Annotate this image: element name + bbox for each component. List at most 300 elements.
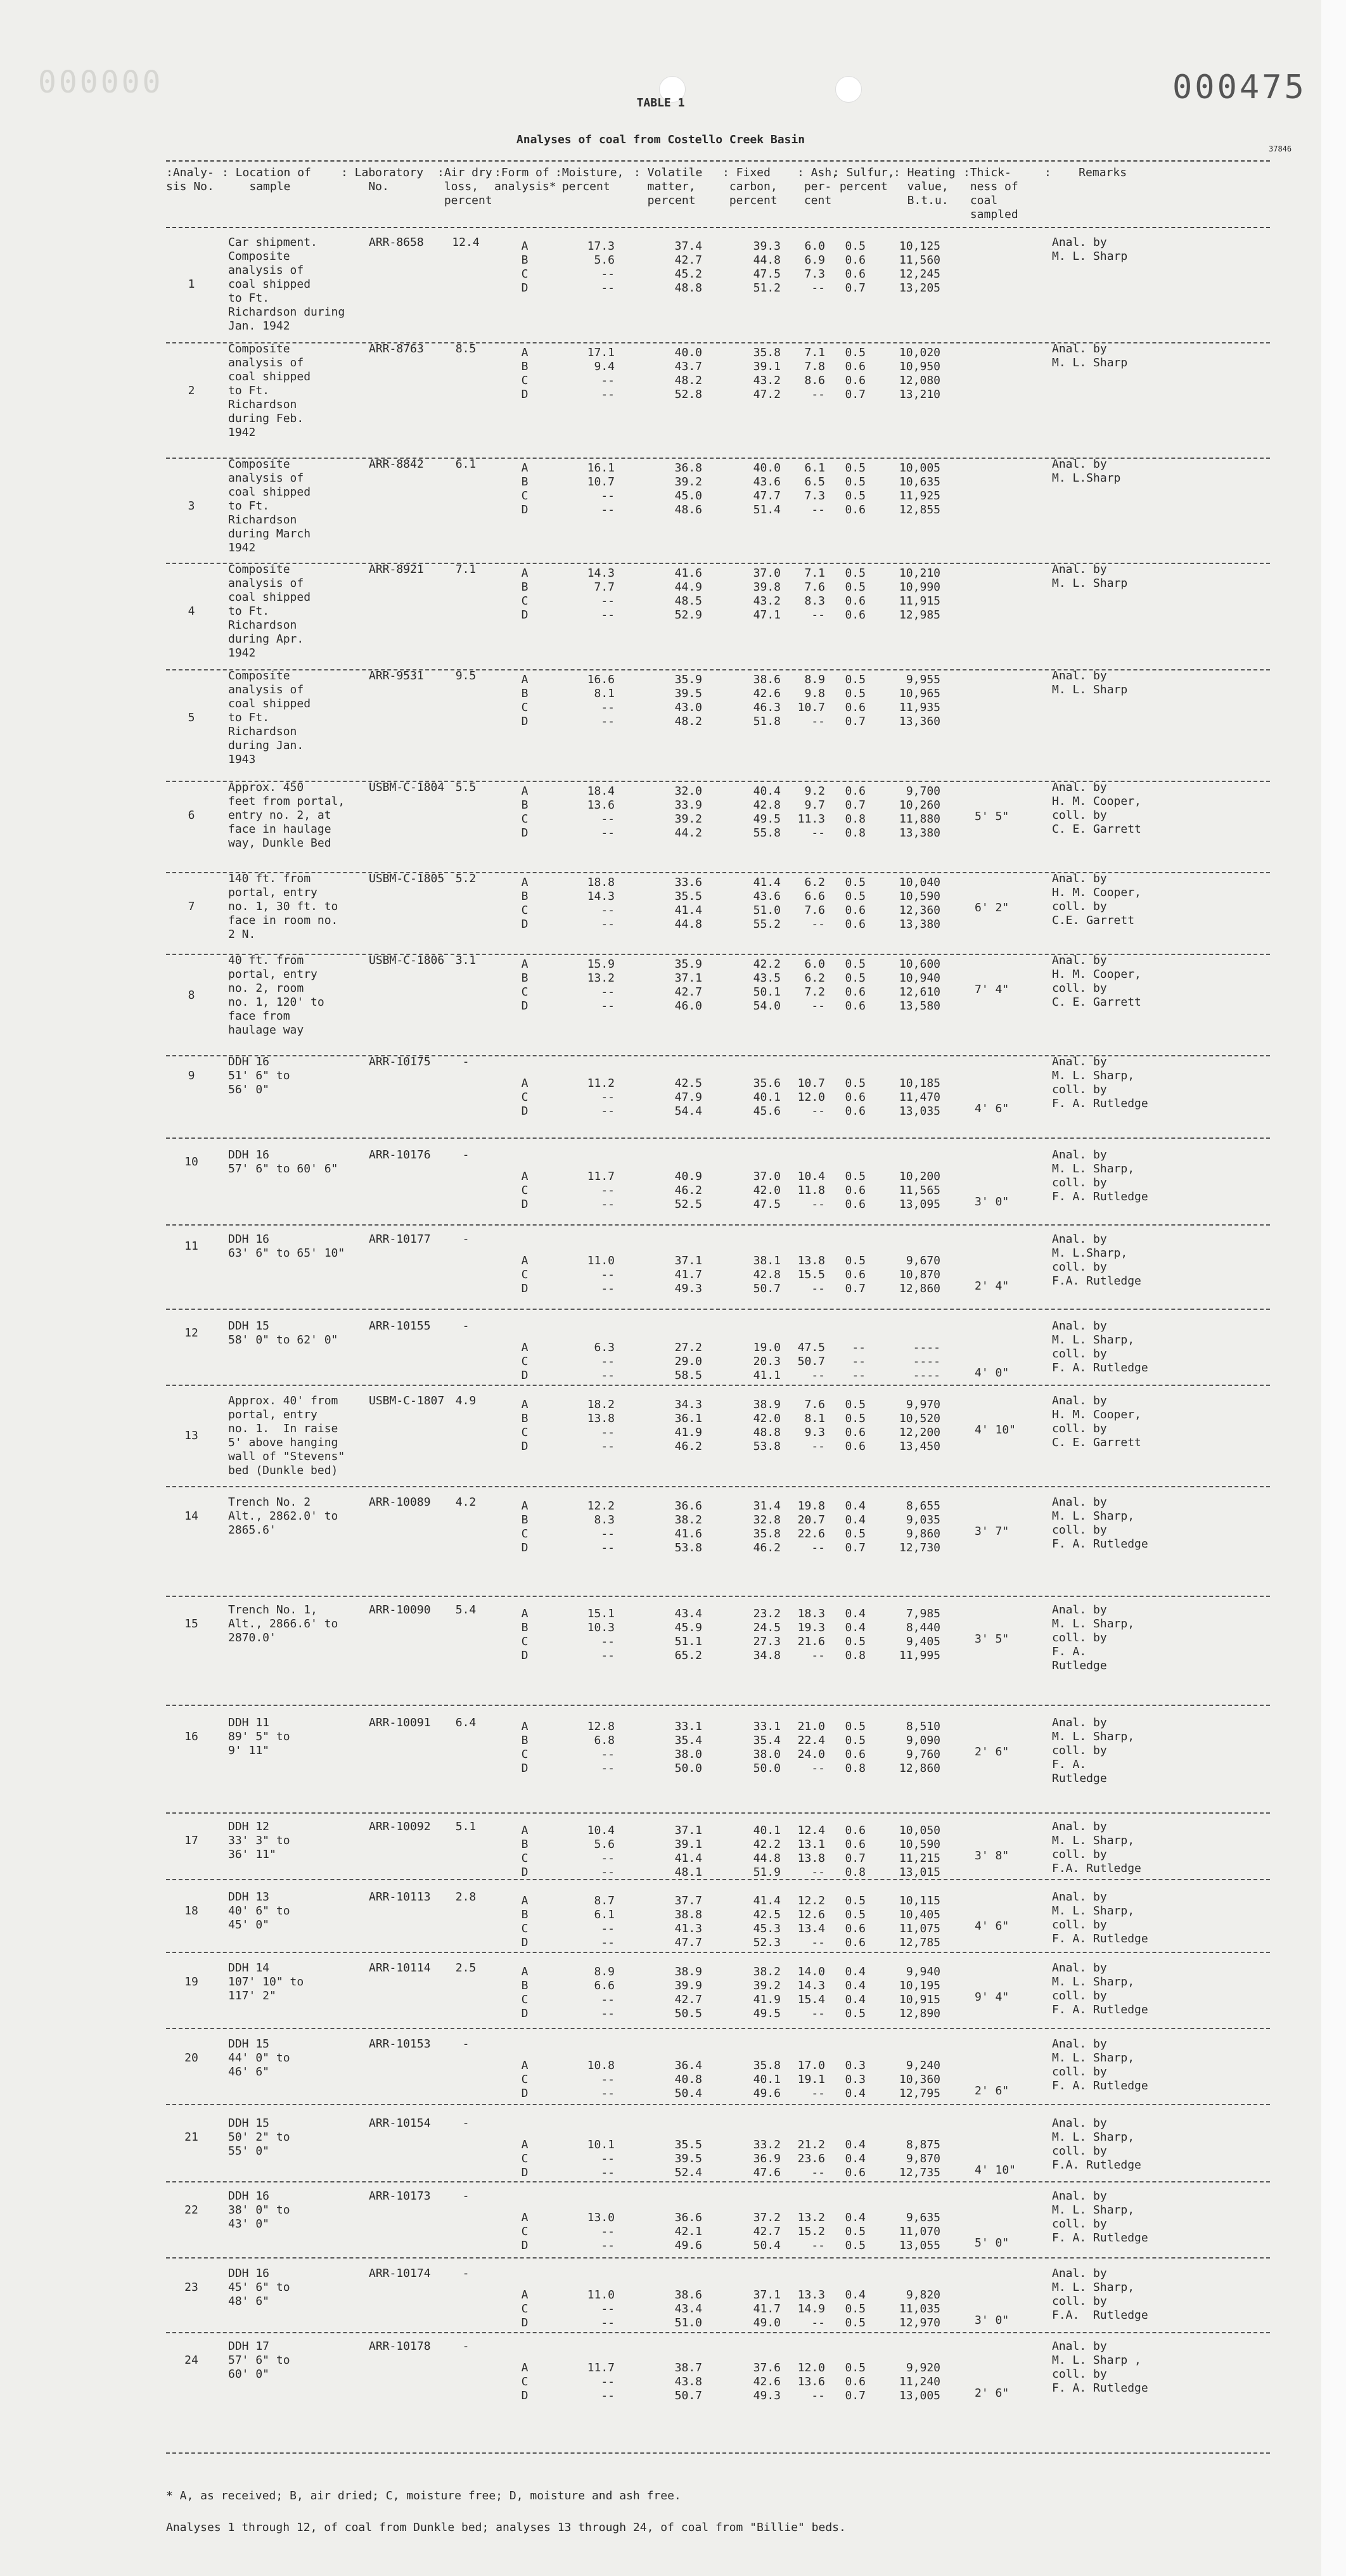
air-dry-loss: 9.5 — [455, 669, 477, 682]
analysis-number: 23 — [184, 2281, 198, 2294]
air-dry-loss: - — [462, 2037, 470, 2051]
table-caption: Analyses of coal from Costello Creek Basin — [516, 133, 805, 146]
sulfur-percent: -- -- -- — [852, 1341, 866, 1382]
analysis-number: 17 — [184, 1834, 198, 1847]
ash-percent: 17.0 19.1 -- — [797, 2059, 825, 2100]
moisture-percent: 14.3 7.7 -- -- — [587, 567, 615, 622]
laboratory-number: ARR-10177 — [369, 1233, 431, 1246]
ash-percent: 13.3 14.9 -- — [797, 2288, 825, 2329]
moisture-percent: 8.9 6.6 -- -- — [594, 1965, 615, 2020]
volatile-matter: 27.2 29.0 58.5 — [674, 1341, 702, 1382]
remarks: Anal. by M. L. Sharp , coll. by F. A. Rutledge — [1052, 2340, 1148, 2395]
remarks: Anal. by H. M. Cooper, coll. by C.E. Garrett — [1052, 872, 1141, 927]
heating-value: 10,040 10,590 12,360 13,380 — [899, 876, 940, 931]
table-rule — [166, 1879, 1270, 1880]
heating-value-header: : Heating value, B.t.u. — [894, 166, 956, 207]
laboratory-number: ARR-10178 — [369, 2340, 431, 2353]
table-rule — [166, 1812, 1270, 1814]
ash-percent: 6.0 6.2 7.2 -- — [804, 958, 825, 1013]
volatile-matter: 41.6 44.9 48.5 52.9 — [674, 567, 702, 622]
volatile-matter: 40.9 46.2 52.5 — [674, 1170, 702, 1211]
moisture-percent: 11.7 -- -- — [587, 2361, 615, 2402]
analysis-number: 20 — [184, 2051, 198, 2065]
volatile-matter: 36.6 38.2 41.6 53.8 — [674, 1499, 702, 1554]
fixed-carbon: 33.1 35.4 38.0 50.0 — [753, 1720, 781, 1775]
air-dry-loss: 12.4 — [452, 236, 480, 249]
analysis-form: A C D — [521, 1170, 529, 1211]
moisture-percent: 8.7 6.1 -- -- — [594, 1894, 615, 1949]
remarks: Anal. by M. L. Sharp, coll. by F. A. Rutledge — [1052, 1148, 1148, 1203]
moisture-percent: 10.1 -- -- — [587, 2138, 615, 2179]
ash-percent: 7.1 7.8 8.6 -- — [804, 346, 825, 401]
analysis-form: A B C D — [521, 1398, 529, 1453]
sulfur-percent: 0.5 0.5 0.6 0.6 — [845, 567, 866, 622]
laboratory-number: USBM-C-1806 — [369, 954, 445, 967]
analysis-form: A B C D — [521, 1720, 529, 1775]
table-rule — [166, 2028, 1270, 2029]
sample-location: DDH 15 58' 0" to 62' 0" — [228, 1319, 338, 1347]
fixed-carbon: 38.1 42.8 50.7 — [753, 1254, 781, 1295]
air-dry-loss: 5.2 — [455, 872, 477, 885]
air-dry-loss: 6.4 — [455, 1716, 477, 1729]
air-dry-loss: 6.1 — [455, 458, 477, 471]
ash-percent: 10.7 12.0 -- — [797, 1077, 825, 1118]
coal-thickness: 5' 0" — [975, 2236, 1009, 2250]
moisture-percent: 18.8 14.3 -- -- — [587, 876, 615, 931]
analysis-number: 22 — [184, 2203, 198, 2217]
moisture-percent: 18.2 13.8 -- -- — [587, 1398, 615, 1453]
analysis-form: A C D — [521, 1077, 529, 1118]
analysis-form: A B C D — [521, 1894, 529, 1949]
sample-location: DDH 16 63' 6" to 65' 10" — [228, 1233, 345, 1260]
sample-location: DDH 15 50' 2" to 55' 0" — [228, 2117, 290, 2158]
coal-thickness: 3' 0" — [975, 1195, 1009, 1208]
air-dry-loss: 5.4 — [455, 1603, 477, 1617]
ash-percent: 9.2 9.7 11.3 -- — [797, 785, 825, 840]
analysis-form: A B C D — [521, 876, 529, 931]
air-dry-loss: - — [462, 2340, 470, 2353]
fixed-carbon: 33.2 36.9 47.6 — [753, 2138, 781, 2179]
laboratory-number: USBM-C-1807 — [369, 1394, 445, 1407]
analysis-form: A C D — [521, 1341, 529, 1382]
ash-percent: 13.8 15.5 -- — [797, 1254, 825, 1295]
air-dry-loss: - — [462, 1148, 470, 1162]
moisture-percent: 18.4 13.6 -- -- — [587, 785, 615, 840]
volatile-matter: 35.9 39.5 43.0 48.2 — [674, 673, 702, 728]
analysis-number: 8 — [188, 989, 195, 1002]
volatile-matter: 33.6 35.5 41.4 44.8 — [674, 876, 702, 931]
ash-percent: 13.2 15.2 -- — [797, 2211, 825, 2252]
moisture-percent: 17.3 5.6 -- -- — [587, 240, 615, 295]
fixed-carbon: 35.6 40.1 45.6 — [753, 1077, 781, 1118]
remarks: Anal. by M. L. Sharp, coll. by F. A. Rutledge — [1052, 1319, 1148, 1375]
heating-value: 10,115 10,405 11,075 12,785 — [899, 1894, 940, 1949]
analysis-form-header: :Form of analysis* — [494, 166, 556, 193]
volatile-matter: 36.4 40.8 50.4 — [674, 2059, 702, 2100]
analysis-number: 16 — [184, 1730, 198, 1743]
analysis-form: A B C D — [521, 1824, 529, 1879]
analysis-number: 2 — [188, 384, 195, 397]
heating-value: 10,050 10,590 11,215 13,015 — [899, 1824, 940, 1879]
fixed-carbon: 19.0 20.3 41.1 — [753, 1341, 781, 1382]
air-dry-loss: - — [462, 2189, 470, 2203]
coal-thickness: 3' 8" — [975, 1849, 1009, 1862]
moisture-percent: 15.1 10.3 -- -- — [587, 1607, 615, 1662]
sulfur-percent: 0.5 0.5 0.6 0.6 — [845, 876, 866, 931]
heating-value: 10,020 10,950 12,080 13,210 — [899, 346, 940, 401]
sample-location: DDH 11 89' 5" to 9' 11" — [228, 1716, 290, 1757]
laboratory-number: ARR-10175 — [369, 1055, 431, 1068]
air-dry-loss: - — [462, 2267, 470, 2280]
ash-percent: 14.0 14.3 15.4 -- — [797, 1965, 825, 2020]
fixed-carbon: 41.4 43.6 51.0 55.2 — [753, 876, 781, 931]
laboratory-number: ARR-9531 — [369, 669, 424, 682]
fixed-carbon: 31.4 32.8 35.8 46.2 — [753, 1499, 781, 1554]
volatile-matter: 43.4 45.9 51.1 65.2 — [674, 1607, 702, 1662]
analysis-number: 14 — [184, 1509, 198, 1523]
sample-location: DDH 16 38' 0" to 43' 0" — [228, 2189, 290, 2231]
moisture-percent: 11.7 -- -- — [587, 1170, 615, 1211]
coal-thickness: 7' 4" — [975, 983, 1009, 996]
table-rule — [166, 2104, 1270, 2105]
analysis-number-header: :Analy- sis No. — [166, 166, 214, 193]
air-dry-loss-header: :Air dry loss, percent — [437, 166, 492, 207]
volatile-matter: 33.1 35.4 38.0 50.0 — [674, 1720, 702, 1775]
fixed-carbon: 40.1 42.2 44.8 51.9 — [753, 1824, 781, 1879]
sample-location: Composite analysis of coal shipped to Ft. Richardson during March 1942 — [228, 458, 311, 554]
analysis-form: A C D — [521, 2211, 529, 2252]
air-dry-loss: 3.1 — [455, 954, 477, 967]
air-dry-loss: 4.2 — [455, 1496, 477, 1509]
ash-percent: 47.5 50.7 -- — [797, 1341, 825, 1382]
heating-value: 10,125 11,560 12,245 13,205 — [899, 240, 940, 295]
sulfur-percent: 0.4 0.4 0.6 — [845, 2138, 866, 2179]
moisture-percent: 10.4 5.6 -- -- — [587, 1824, 615, 1879]
sample-location: DDH 13 40' 6" to 45' 0" — [228, 1890, 290, 1932]
sample-location: Trench No. 1, Alt., 2866.6' to 2870.0' — [228, 1603, 338, 1644]
coal-thickness: 4' 6" — [975, 1919, 1009, 1933]
volatile-matter: 40.0 43.7 48.2 52.8 — [674, 346, 702, 401]
volatile-matter: 38.9 39.9 42.7 50.5 — [674, 1965, 702, 2020]
heating-value: 9,635 11,070 13,055 — [899, 2211, 940, 2252]
remarks: Anal. by H. M. Cooper, coll. by C. E. Garrett — [1052, 1394, 1141, 1449]
remarks: Anal. by M. L. Sharp, coll. by F. A. Rutledge — [1052, 1890, 1148, 1945]
analysis-form: A B C D — [521, 346, 529, 401]
fixed-carbon: 40.4 42.8 49.5 55.8 — [753, 785, 781, 840]
analysis-form: A B C D — [521, 785, 529, 840]
heating-value: 10,600 10,940 12,610 13,580 — [899, 958, 940, 1013]
fixed-carbon: 40.0 43.6 47.7 51.4 — [753, 461, 781, 516]
sulfur-percent: 0.5 0.6 0.6 0.7 — [845, 346, 866, 401]
heating-value: 10,185 11,470 13,035 — [899, 1077, 940, 1118]
footnote: * A, as received; B, air dried; C, moisture free; D, moisture and ash free. — [166, 2489, 681, 2502]
fixed-carbon: 38.6 42.6 46.3 51.8 — [753, 673, 781, 728]
laboratory-number: ARR-10155 — [369, 1319, 431, 1333]
ash-percent: 6.1 6.5 7.3 -- — [804, 461, 825, 516]
moisture-percent: 16.1 10.7 -- -- — [587, 461, 615, 516]
page-margin — [1321, 0, 1346, 2576]
sulfur-percent: 0.3 0.3 0.4 — [845, 2059, 866, 2100]
ash-percent: 12.4 13.1 13.8 -- — [797, 1824, 825, 1879]
sulfur-percent: 0.5 0.5 0.6 0.6 — [845, 1398, 866, 1453]
heating-value: 9,700 10,260 11,880 13,380 — [899, 785, 940, 840]
sulfur-percent: 0.4 0.4 0.4 0.5 — [845, 1965, 866, 2020]
laboratory-number: ARR-10153 — [369, 2037, 431, 2051]
sample-location: DDH 12 33' 3" to 36' 11" — [228, 1820, 290, 1861]
sample-location: Trench No. 2 Alt., 2862.0' to 2865.6' — [228, 1496, 338, 1537]
coal-thickness: 4' 10" — [975, 1423, 1016, 1437]
coal-thickness: 2' 6" — [975, 1745, 1009, 1759]
remarks: Anal. by M. L. Sharp, coll. by F.A. Rutledge — [1052, 2117, 1141, 2172]
sample-location: DDH 16 57' 6" to 60' 6" — [228, 1148, 338, 1176]
table-rule — [166, 1224, 1270, 1226]
analysis-number: 7 — [188, 900, 195, 913]
coal-thickness: 4' 10" — [975, 2163, 1016, 2177]
air-dry-loss: 7.1 — [455, 563, 477, 576]
analysis-number: 1 — [188, 278, 195, 291]
moisture-percent-header: :Moisture, percent — [555, 166, 624, 193]
remarks-header: : Remarks — [1044, 166, 1127, 179]
volatile-matter: 34.3 36.1 41.9 46.2 — [674, 1398, 702, 1453]
heating-value: 9,670 10,870 12,860 — [899, 1254, 940, 1295]
remarks: Anal. by M. L. Sharp — [1052, 563, 1128, 590]
laboratory-number: ARR-10090 — [369, 1603, 431, 1617]
ash-percent: 6.2 6.6 7.6 -- — [804, 876, 825, 931]
analysis-form: A B C D — [521, 461, 529, 516]
table-rule — [166, 2257, 1270, 2259]
laboratory-number: USBM-C-1804 — [369, 781, 445, 794]
moisture-percent: 11.0 -- -- — [587, 1254, 615, 1295]
heating-value: 9,240 10,360 12,795 — [899, 2059, 940, 2100]
laboratory-number: ARR-10173 — [369, 2189, 431, 2203]
coal-thickness: 3' 5" — [975, 1632, 1009, 1646]
fixed-carbon-header: : Fixed carbon, percent — [722, 166, 778, 207]
volatile-matter: 37.4 42.7 45.2 48.8 — [674, 240, 702, 295]
laboratory-number: ARR-10154 — [369, 2117, 431, 2130]
heating-value: 9,920 11,240 13,005 — [899, 2361, 940, 2402]
analysis-number: 13 — [184, 1429, 198, 1442]
moisture-percent: 11.0 -- -- — [587, 2288, 615, 2329]
laboratory-number: ARR-10174 — [369, 2267, 431, 2280]
analysis-form: A B C D — [521, 1607, 529, 1662]
sample-location: Approx. 40' from portal, entry no. 1. In raise 5' above hanging wall of "Stevens" bed (Dunkle bed) — [228, 1394, 345, 1477]
ash-percent: 7.1 7.6 8.3 -- — [804, 567, 825, 622]
table-rule — [166, 1486, 1270, 1487]
remarks: Anal. by M. L.Sharp — [1052, 458, 1121, 485]
ash-percent: 19.8 20.7 22.6 -- — [797, 1499, 825, 1554]
sulfur-percent: 0.5 0.5 0.6 0.8 — [845, 1720, 866, 1775]
laboratory-number: ARR-8921 — [369, 563, 424, 576]
sample-location: DDH 14 107' 10" to 117' 2" — [228, 1961, 304, 2002]
table-rule — [166, 2452, 1270, 2454]
heating-value: 9,940 10,195 10,915 12,890 — [899, 1965, 940, 2020]
moisture-percent: 11.2 -- -- — [587, 1077, 615, 1118]
remarks: Anal. by M. L. Sharp, coll. by F. A. Rutledge — [1052, 2189, 1148, 2245]
moisture-percent: 13.0 -- -- — [587, 2211, 615, 2252]
heating-value: 8,510 9,090 9,760 12,860 — [899, 1720, 940, 1775]
sample-location: DDH 16 51' 6" to 56' 0" — [228, 1055, 290, 1096]
laboratory-number: ARR-10176 — [369, 1148, 431, 1162]
heating-value: 9,955 10,965 11,935 13,360 — [899, 673, 940, 728]
ash-percent: 21.2 23.6 -- — [797, 2138, 825, 2179]
coal-thickness: 3' 0" — [975, 2314, 1009, 2327]
analysis-number: 21 — [184, 2131, 198, 2144]
air-dry-loss: 5.1 — [455, 1820, 477, 1833]
sample-location-header: : Location of sample — [222, 166, 311, 193]
table-rule — [166, 227, 1270, 228]
analysis-number: 5 — [188, 711, 195, 724]
table-rule — [166, 1596, 1270, 1597]
analysis-form: A B C D — [521, 567, 529, 622]
ash-percent: 7.6 8.1 9.3 -- — [804, 1398, 825, 1453]
sample-location: Composite analysis of coal shipped to Ft. Richardson during Jan. 1943 — [228, 669, 311, 766]
heating-value: 7,985 8,440 9,405 11,995 — [899, 1607, 940, 1662]
laboratory-number: ARR-8658 — [369, 236, 424, 249]
remarks: Anal. by H. M. Cooper, coll. by C. E. Garrett — [1052, 954, 1141, 1009]
table-rule — [166, 1309, 1270, 1310]
volatile-matter: 36.8 39.2 45.0 48.6 — [674, 461, 702, 516]
remarks: Anal. by M. L. Sharp, coll. by F. A. Rutledge — [1052, 1055, 1148, 1110]
sulfur-percent: 0.5 0.6 0.6 — [845, 1077, 866, 1118]
laboratory-number: ARR-10113 — [369, 1890, 431, 1904]
ash-percent: 12.0 13.6 -- — [797, 2361, 825, 2402]
remarks: Anal. by M. L. Sharp, coll. by F. A. Rutledge — [1052, 1716, 1135, 1785]
laboratory-number: ARR-10114 — [369, 1961, 431, 1975]
coal-thickness: 2' 6" — [975, 2084, 1009, 2098]
sulfur-percent: 0.4 0.5 0.5 — [845, 2288, 866, 2329]
air-dry-loss: - — [462, 2117, 470, 2130]
coal-thickness: 6' 2" — [975, 901, 1009, 914]
coal-thickness: 2' 6" — [975, 2387, 1009, 2400]
sample-location: 40 ft. from portal, entry no. 2, room no. 1, 120' to face from haulage way — [228, 954, 324, 1037]
moisture-percent: 6.3 -- -- — [594, 1341, 615, 1382]
heating-value: 8,655 9,035 9,860 12,730 — [899, 1499, 940, 1554]
sample-location: 140 ft. from portal, entry no. 1, 30 ft. to face in room no. 2 N. — [228, 872, 338, 941]
analysis-form: A B C D — [521, 958, 529, 1013]
moisture-percent: 10.8 -- -- — [587, 2059, 615, 2100]
air-dry-loss: 8.5 — [455, 342, 477, 356]
table-rule — [166, 2181, 1270, 2182]
laboratory-number: ARR-10092 — [369, 1820, 431, 1833]
sulfur-percent-header: : Sulfur, percent — [833, 166, 895, 193]
moisture-percent: 12.8 6.8 -- -- — [587, 1720, 615, 1775]
ash-percent: 18.3 19.3 21.6 -- — [797, 1607, 825, 1662]
analysis-form: A C D — [521, 2361, 529, 2402]
remarks: Anal. by M. L. Sharp, coll. by F. A. Rutledge — [1052, 1603, 1135, 1672]
air-dry-loss: - — [462, 1319, 470, 1333]
remarks: Anal. by M. L. Sharp, coll. by F.A. Rutledge — [1052, 1820, 1141, 1875]
sulfur-percent: 0.4 0.4 0.5 0.7 — [845, 1499, 866, 1554]
ash-percent-header: : Ash, per- cent — [797, 166, 839, 207]
volatile-matter: 37.1 39.1 41.4 48.1 — [674, 1824, 702, 1879]
sulfur-percent: 0.6 0.6 0.7 0.8 — [845, 1824, 866, 1879]
moisture-percent: 16.6 8.1 -- -- — [587, 673, 615, 728]
heating-value: ---- ---- ---- — [913, 1341, 940, 1382]
analysis-form: A B C D — [521, 673, 529, 728]
sample-location: Car shipment. Composite analysis of coal shipped to Ft. Richardson during Jan. 1942 — [228, 236, 345, 333]
volatile-matter-header: : Volatile matter, percent — [634, 166, 703, 207]
fixed-carbon: 37.0 39.8 43.2 47.1 — [753, 567, 781, 622]
laboratory-number: USBM-C-1805 — [369, 872, 445, 885]
volatile-matter: 42.5 47.9 54.4 — [674, 1077, 702, 1118]
analysis-number: 19 — [184, 1975, 198, 1989]
sulfur-percent: 0.5 0.6 0.6 0.7 — [845, 240, 866, 295]
analysis-number: 9 — [188, 1069, 195, 1082]
volatile-matter: 32.0 33.9 39.2 44.2 — [674, 785, 702, 840]
fixed-carbon: 42.2 43.5 50.1 54.0 — [753, 958, 781, 1013]
sulfur-percent: 0.5 0.5 0.6 0.6 — [845, 958, 866, 1013]
analysis-form: A C D — [521, 2288, 529, 2329]
remarks: Anal. by M. L. Sharp — [1052, 342, 1128, 369]
heating-value: 8,875 9,870 12,735 — [899, 2138, 940, 2179]
ash-percent: 12.2 12.6 13.4 -- — [797, 1894, 825, 1949]
remarks: Anal. by M. L. Sharp, coll. by F.A. Rutledge — [1052, 2267, 1148, 2322]
heating-value: 9,970 10,520 12,200 13,450 — [899, 1398, 940, 1453]
volatile-matter: 37.1 41.7 49.3 — [674, 1254, 702, 1295]
heating-value: 10,210 10,990 11,915 12,985 — [899, 567, 940, 622]
moisture-percent: 15.9 13.2 -- -- — [587, 958, 615, 1013]
ash-percent: 8.9 9.8 10.7 -- — [797, 673, 825, 728]
document-code: 37846 — [1269, 144, 1292, 153]
table-note: Analyses 1 through 12, of coal from Dunkle bed; analyses 13 through 24, of coal from "Billie" beds. — [166, 2521, 846, 2534]
analysis-number: 10 — [184, 1155, 198, 1169]
coal-thickness: 4' 6" — [975, 1102, 1009, 1115]
moisture-percent: 17.1 9.4 -- -- — [587, 346, 615, 401]
volatile-matter: 38.7 43.8 50.7 — [674, 2361, 702, 2402]
fixed-carbon: 37.1 41.7 49.0 — [753, 2288, 781, 2329]
analysis-number: 15 — [184, 1617, 198, 1631]
moisture-percent: 12.2 8.3 -- -- — [587, 1499, 615, 1554]
fixed-carbon: 41.4 42.5 45.3 52.3 — [753, 1894, 781, 1949]
table-rule — [166, 1137, 1270, 1139]
analysis-number: 24 — [184, 2354, 198, 2367]
analysis-number: 18 — [184, 1904, 198, 1918]
analysis-form: A B C D — [521, 1965, 529, 2020]
analysis-number: 6 — [188, 809, 195, 822]
sulfur-percent: 0.5 0.5 0.6 0.7 — [845, 673, 866, 728]
fixed-carbon: 37.6 42.6 49.3 — [753, 2361, 781, 2402]
heating-value: 10,005 10,635 11,925 12,855 — [899, 461, 940, 516]
remarks: Anal. by M. L. Sharp, coll. by F. A. Rutledge — [1052, 1961, 1148, 2016]
air-dry-loss: 2.5 — [455, 1961, 477, 1975]
analysis-number: 3 — [188, 499, 195, 513]
remarks: Anal. by M. L.Sharp, coll. by F.A. Rutledge — [1052, 1233, 1141, 1288]
air-dry-loss: 2.8 — [455, 1890, 477, 1904]
coal-thickness: 4' 0" — [975, 1366, 1009, 1380]
remarks: Anal. by M. L. Sharp, coll. by F. A. Rutledge — [1052, 1496, 1148, 1551]
ash-percent: 10.4 11.8 -- — [797, 1170, 825, 1211]
sulfur-percent: 0.5 0.6 0.7 — [845, 1254, 866, 1295]
air-dry-loss: - — [462, 1233, 470, 1246]
remarks: Anal. by H. M. Cooper, coll. by C. E. Garrett — [1052, 781, 1141, 836]
coal-thickness: 2' 4" — [975, 1279, 1009, 1293]
sulfur-percent: 0.6 0.7 0.8 0.8 — [845, 785, 866, 840]
sample-location: Approx. 450 feet from portal, entry no. 2, at face in haulage way, Dunkle Bed — [228, 781, 345, 850]
coal-thickness: 3' 7" — [975, 1525, 1009, 1538]
fixed-carbon: 37.2 42.7 50.4 — [753, 2211, 781, 2252]
fixed-carbon: 23.2 24.5 27.3 34.8 — [753, 1607, 781, 1662]
sample-location: DDH 17 57' 6" to 60' 0" — [228, 2340, 290, 2381]
analysis-number: 4 — [188, 605, 195, 618]
analysis-number: 11 — [184, 1240, 198, 1253]
analysis-form: A C D — [521, 2059, 529, 2100]
fixed-carbon: 38.2 39.2 41.9 49.5 — [753, 1965, 781, 2020]
analysis-form: A C D — [521, 2138, 529, 2179]
sulfur-percent: 0.5 0.6 0.6 — [845, 1170, 866, 1211]
sulfur-percent: 0.5 0.6 0.7 — [845, 2361, 866, 2402]
table-rule — [166, 1705, 1270, 1706]
sulfur-percent: 0.5 0.5 0.6 0.6 — [845, 1894, 866, 1949]
